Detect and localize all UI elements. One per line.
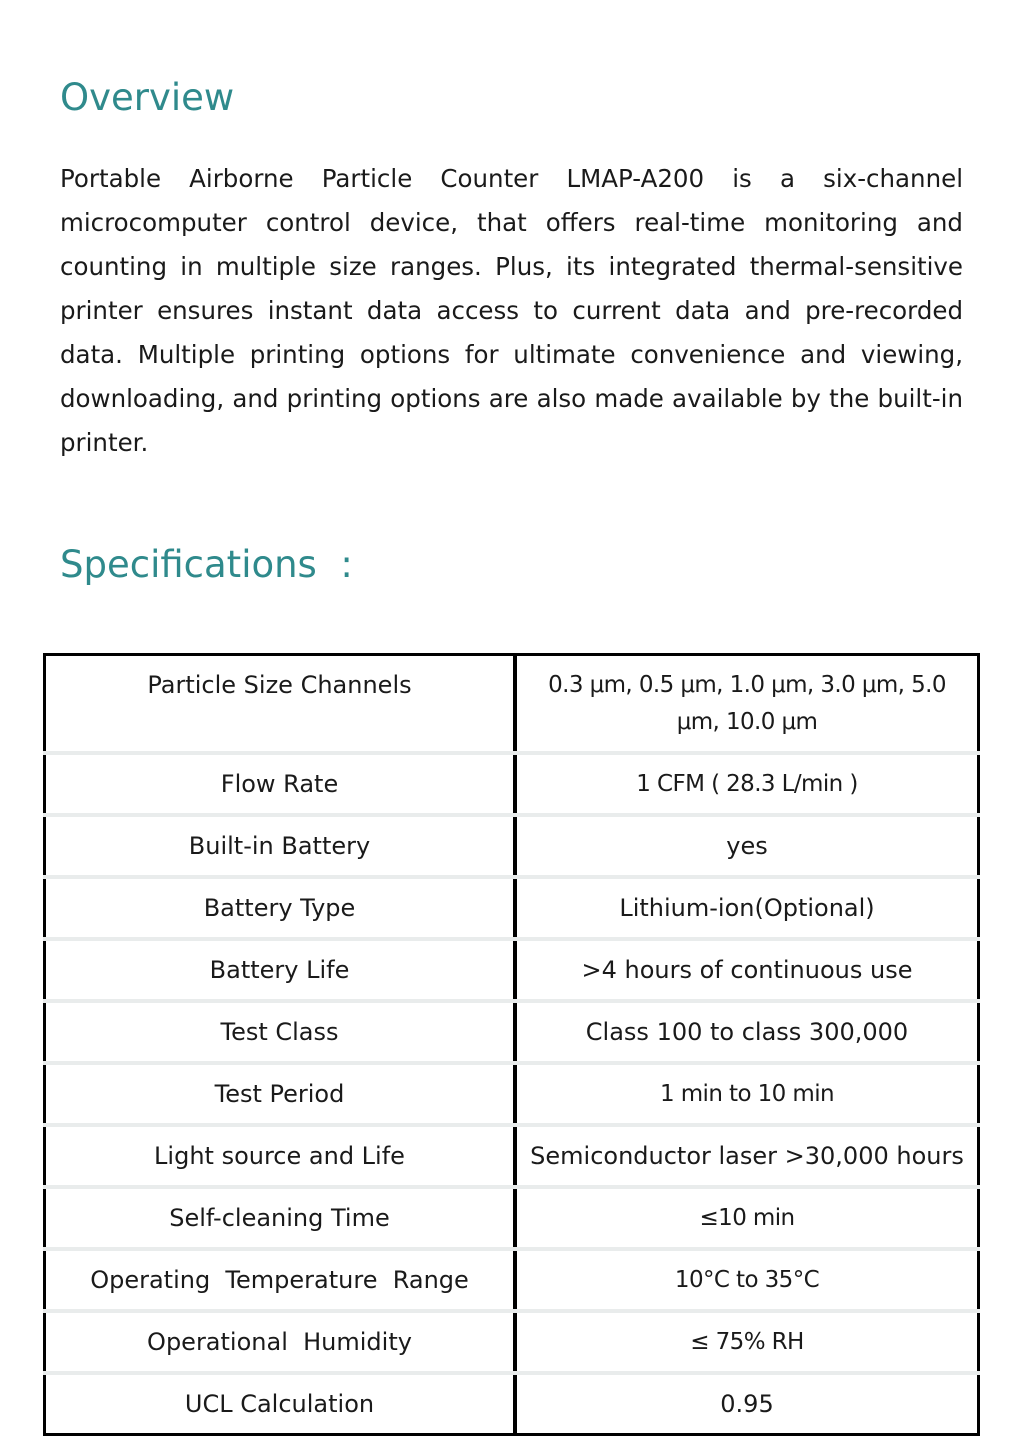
specifications-table (43, 653, 980, 1436)
spec-value-operational-humidity: ≤ 75% RH (515, 1311, 979, 1373)
spec-value-battery-life: >4 hours of continuous use (515, 939, 979, 1001)
spec-value-operating-temperature-range: 10°C to 35°C (515, 1249, 979, 1311)
spec-label-self-cleaning-time: Self-cleaning Time (45, 1187, 516, 1249)
spec-value-test-class: Class 100 to class 300,000 (515, 1001, 979, 1063)
spec-value-battery-type: Lithium-ion(Optional) (515, 877, 979, 939)
table-row (45, 1249, 979, 1311)
table-row (45, 1311, 979, 1373)
spec-value-built-in-battery: yes (515, 815, 979, 877)
spec-value-particle-size-channels: 0.3 μm, 0.5 μm, 1.0 μm, 3.0 μm, 5.0 μm, 10.0 μm (515, 655, 979, 754)
spec-label-flow-rate: Flow Rate (45, 753, 516, 815)
spec-label-battery-life: Battery Life (45, 939, 516, 1001)
table-row (45, 655, 979, 754)
spec-label-operating-temperature-range: Operating Temperature Range (45, 1249, 516, 1311)
spec-label-ucl-calculation: UCL Calculation (45, 1373, 516, 1435)
spec-value-ucl-calculation: 0.95 (720, 1390, 774, 1418)
spec-value-self-cleaning-time: ≤10 min (515, 1187, 979, 1249)
spec-value-light-source-and-life: Semiconductor laser >30,000 hours (515, 1125, 979, 1187)
overview-paragraph: Portable Airborne Particle Counter LMAP-A200 is a six-channel microcomputer control device, that offers real-time monitoring and counting in multiple size ranges. Plus, its integrated thermal-sensitive printer ensures instant data access to current data and pre-recorded data. Multiple printing options for ultimate convenience and viewing, downloading, and printing options are also made available by the built-in printer. (60, 164, 963, 457)
spec-label-operational-humidity: Operational Humidity (45, 1311, 516, 1373)
table-row (45, 1373, 979, 1435)
spec-label-particle-size-channels: Particle Size Channels (45, 655, 516, 754)
table-row (45, 815, 979, 877)
table-row (45, 1125, 979, 1187)
table-row (45, 1063, 979, 1125)
spec-label-test-period: Test Period (45, 1063, 516, 1125)
spec-label-light-source-and-life: Light source and Life (45, 1125, 516, 1187)
spec-label-built-in-battery: Built-in Battery (45, 815, 516, 877)
table-row (45, 1187, 979, 1249)
table-row (45, 939, 979, 1001)
table-row (45, 877, 979, 939)
spec-value-test-period: 1 min to 10 min (515, 1063, 979, 1125)
table-row (45, 1001, 979, 1063)
table-row (45, 753, 979, 815)
spec-value-flow-rate: 1 CFM ( 28.3 L/min ) (515, 753, 979, 815)
spec-label-test-class: Test Class (45, 1001, 516, 1063)
specifications-heading: Specifications : (60, 543, 353, 586)
overview-heading: Overview (60, 76, 235, 119)
spec-label-battery-type: Battery Type (45, 877, 516, 939)
